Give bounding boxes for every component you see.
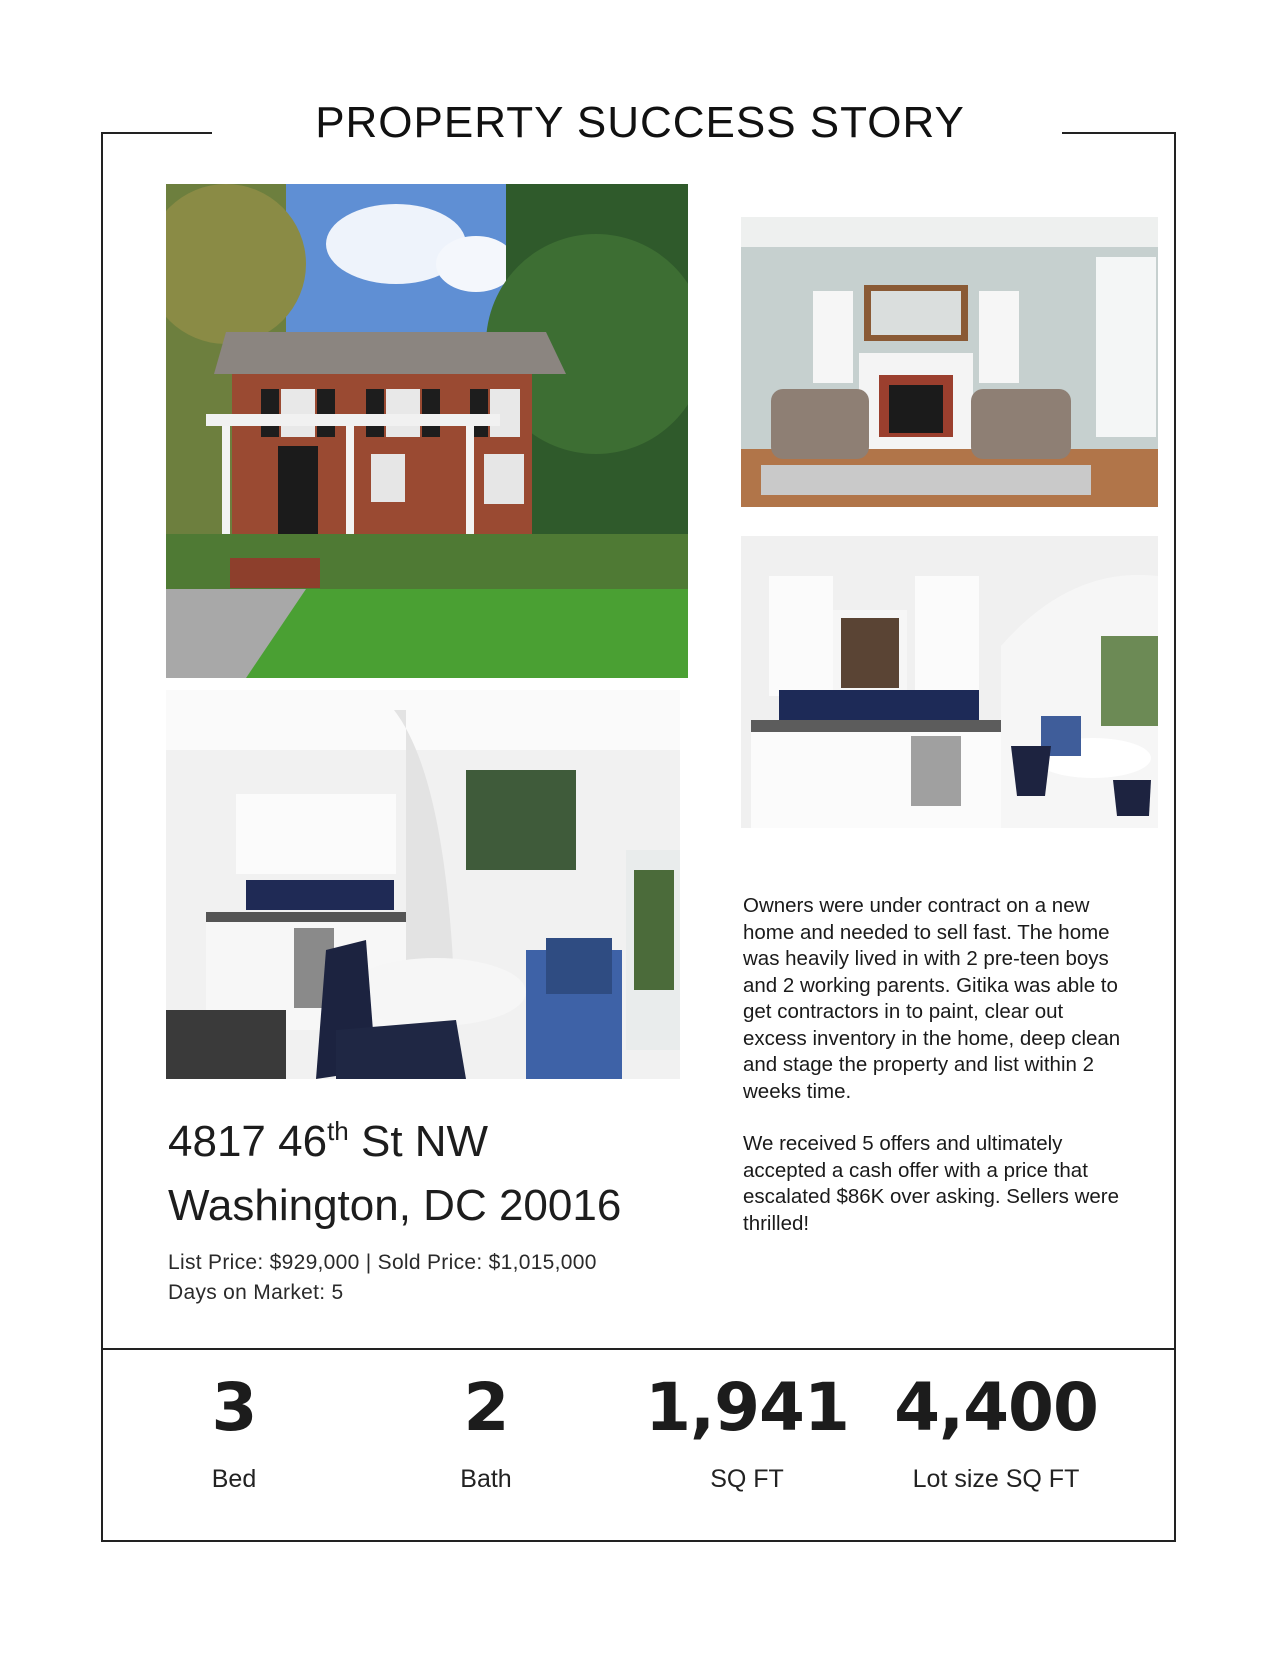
price-line: List Price: $929,000 | Sold Price: $1,015,000 — [168, 1251, 597, 1274]
stat-bed — [104, 1369, 364, 1493]
photo-kitchen-nook — [166, 690, 680, 1079]
stat-bed-label: Bed — [211, 1465, 257, 1493]
stat-lot-size — [866, 1369, 1126, 1493]
days-on-market: Days on Market: 5 — [168, 1281, 344, 1304]
frame-left-line — [101, 132, 103, 1542]
stat-lot-size-value: 4,400 — [894, 1369, 1098, 1446]
photo-exterior — [166, 184, 688, 678]
photo-living-room — [741, 217, 1158, 507]
story-paragraph-2: We received 5 offers and ultimately accepted a cash offer with a price that escalated $86K over asking. Sellers were thrilled! — [743, 1132, 1120, 1235]
address-street: St NW — [348, 1117, 489, 1166]
stat-sqft-label: SQ FT — [710, 1465, 784, 1493]
stat-bath-value: 2 — [463, 1369, 509, 1446]
story-paragraph-1: Owners were under contract on a new home and needed to sell fast. The home was heavily lived in with 2 pre-teen boys and 2 working parents. Gitika was able to get contractors in to paint, clear out excess inventory in the home, deep clean and stage the property and list within 2 weeks time. — [743, 894, 1121, 1103]
stat-lot-size-label: Lot size SQ FT — [912, 1465, 1080, 1493]
address-number: 4817 46 — [168, 1117, 328, 1166]
address-line-2: Washington, DC 20016 — [168, 1181, 622, 1230]
stat-bed-value: 3 — [211, 1369, 257, 1446]
address-line-1 — [168, 1116, 489, 1166]
story-text — [743, 893, 1123, 1263]
address-ordinal-suffix: th — [327, 1116, 349, 1146]
stat-sqft — [617, 1369, 877, 1493]
frame-bottom-line — [101, 1540, 1176, 1542]
photo-kitchen — [741, 536, 1158, 828]
stat-bath — [356, 1369, 616, 1493]
stat-bath-label: Bath — [460, 1465, 512, 1493]
page-title: PROPERTY SUCCESS STORY — [315, 98, 965, 147]
stat-sqft-value: 1,941 — [645, 1369, 849, 1446]
frame-right-line — [1174, 132, 1176, 1542]
frame-divider-line — [101, 1348, 1176, 1350]
